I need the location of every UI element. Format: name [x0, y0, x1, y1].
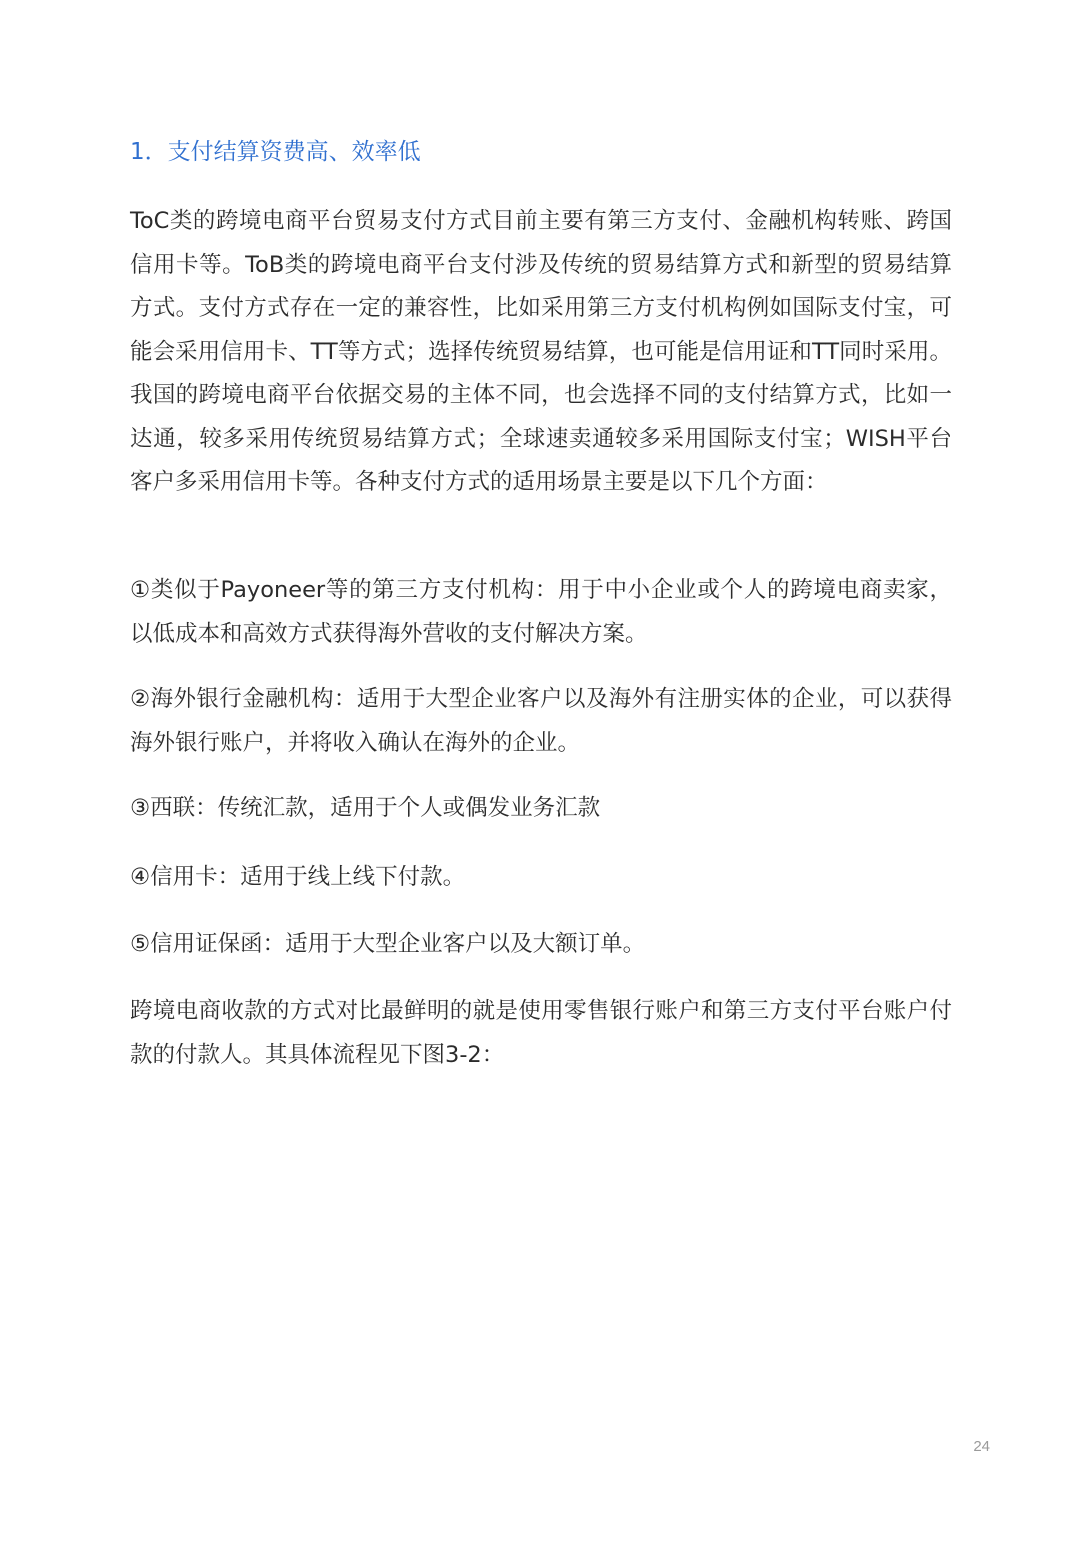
list-item-western-union: ③西联：传统汇款，适用于个人或偶发业务汇款	[130, 795, 601, 821]
outro-paragraph: 跨境电商收款的方式对比最鲜明的就是使用零售银行账户和第三方支付平台账户付款的付款人。其具体流程见下图3-2：	[130, 998, 952, 1068]
intro-paragraph: ToC类的跨境电商平台贸易支付方式目前主要有第三方支付、金融机构转账、跨国信用卡等。ToB类的跨境电商平台支付涉及传统的贸易结算方式和新型的贸易结算方式。支付方式存在一定的兼容性，比如采用第三方支付机构例如国际支付宝，可能会采用信用卡、TT等方式；选择传统贸易结算，也可能是信用证和TT同时采用。我国的跨境电商平台依据交易的主体不同，也会选择不同的支付结算方式，比如一达通，较多采用传统贸易结算方式；全球速卖通较多采用国际支付宝；WISH平台客户多采用信用卡等。各种支付方式的适用场景主要是以下几个方面：	[130, 208, 952, 495]
list-item-third-party-payment: ①类似于Payoneer等的第三方支付机构：用于中小企业或个人的跨境电商卖家，以低成本和高效方式获得海外营收的支付解决方案。	[130, 577, 952, 647]
list-item-overseas-bank: ②海外银行金融机构：适用于大型企业客户以及海外有注册实体的企业，可以获得海外银行账户，并将收入确认在海外的企业。	[130, 686, 952, 756]
page-number: 24	[973, 1438, 990, 1455]
list-item-letter-of-credit: ⑤信用证保函：适用于大型企业客户以及大额订单。	[130, 931, 646, 957]
section-heading: 1．支付结算资费高、效率低	[130, 139, 421, 165]
list-item-credit-card: ④信用卡：适用于线上线下付款。	[130, 864, 466, 890]
